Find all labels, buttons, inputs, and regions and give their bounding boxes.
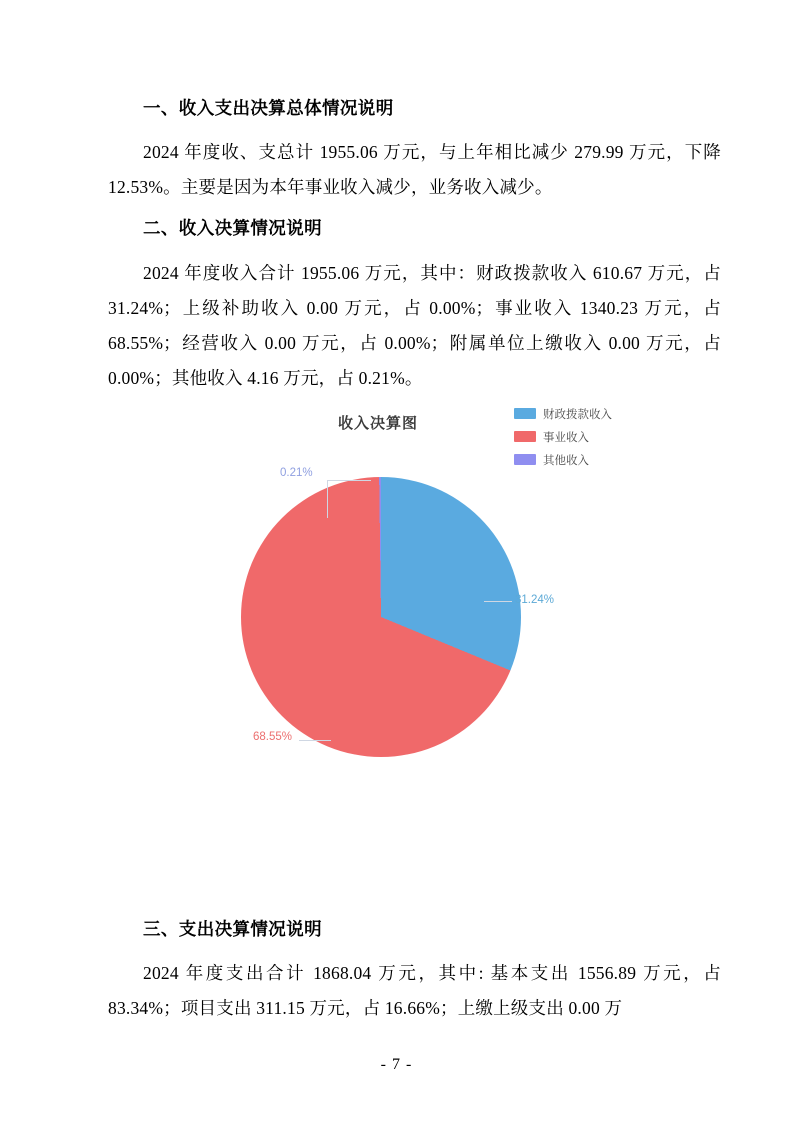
legend-label: 其他收入 — [543, 454, 589, 467]
legend-label: 事业收入 — [543, 431, 589, 444]
leader-line — [327, 480, 328, 518]
chart-legend — [514, 406, 612, 475]
spacer — [108, 844, 721, 916]
chart-title: 收入决算图 — [338, 414, 419, 432]
leader-line — [299, 740, 331, 741]
pie-value-label-financial: 31.24% — [515, 593, 555, 606]
legend-label: 财政拨款收入 — [543, 408, 612, 421]
legend-swatch-icon — [514, 408, 536, 419]
section-heading-3: 三、支出决算情况说明 — [143, 918, 322, 939]
pie-container — [241, 466, 555, 757]
leader-line — [327, 480, 371, 481]
pie-value-label-other: 0.21% — [280, 466, 313, 479]
legend-item — [514, 429, 612, 445]
pie-value-label-business: 68.55% — [253, 730, 293, 743]
legend-item — [514, 452, 612, 468]
leader-line — [484, 601, 512, 602]
legend-swatch-icon — [514, 431, 536, 442]
legend-item — [514, 406, 612, 422]
legend-swatch-icon — [514, 454, 536, 465]
income-pie-chart — [108, 404, 721, 844]
section-paragraph-1: 2024 年度收、支总计 1955.06 万元，与上年相比减少 279.99 万元，下降 12.53%。主要是因为本年事业收入减少，业务收入减少。 — [108, 142, 721, 198]
section-heading-2: 二、收入决算情况说明 — [143, 218, 322, 239]
section-paragraph-2: 2024 年度收入合计 1955.06 万元，其中：财政拨款收入 610.67 万元，占 31.24%；上级补助收入 0.00 万元，占 0.00%；事业收入 1340.23 万元，占 68.55%；经营收入 0.00 万元，占 0.00%；附属单位上缴收入 0.00 万元，占 0.00%；其他收入 4.16 万元，占 0.21%。 — [108, 262, 721, 388]
page-number: - 7 - — [380, 1056, 413, 1073]
section-paragraph-3: 2024 年度支出合计 1868.04 万元，其中: 基本支出 1556.89 万元，占 83.34%；项目支出 311.15 万元，占 16.66%；上缴上级支出 0.00 万 — [108, 962, 721, 1018]
pie-graphic — [241, 477, 521, 757]
section-heading-1: 一、收入支出决算总体情况说明 — [143, 98, 394, 118]
